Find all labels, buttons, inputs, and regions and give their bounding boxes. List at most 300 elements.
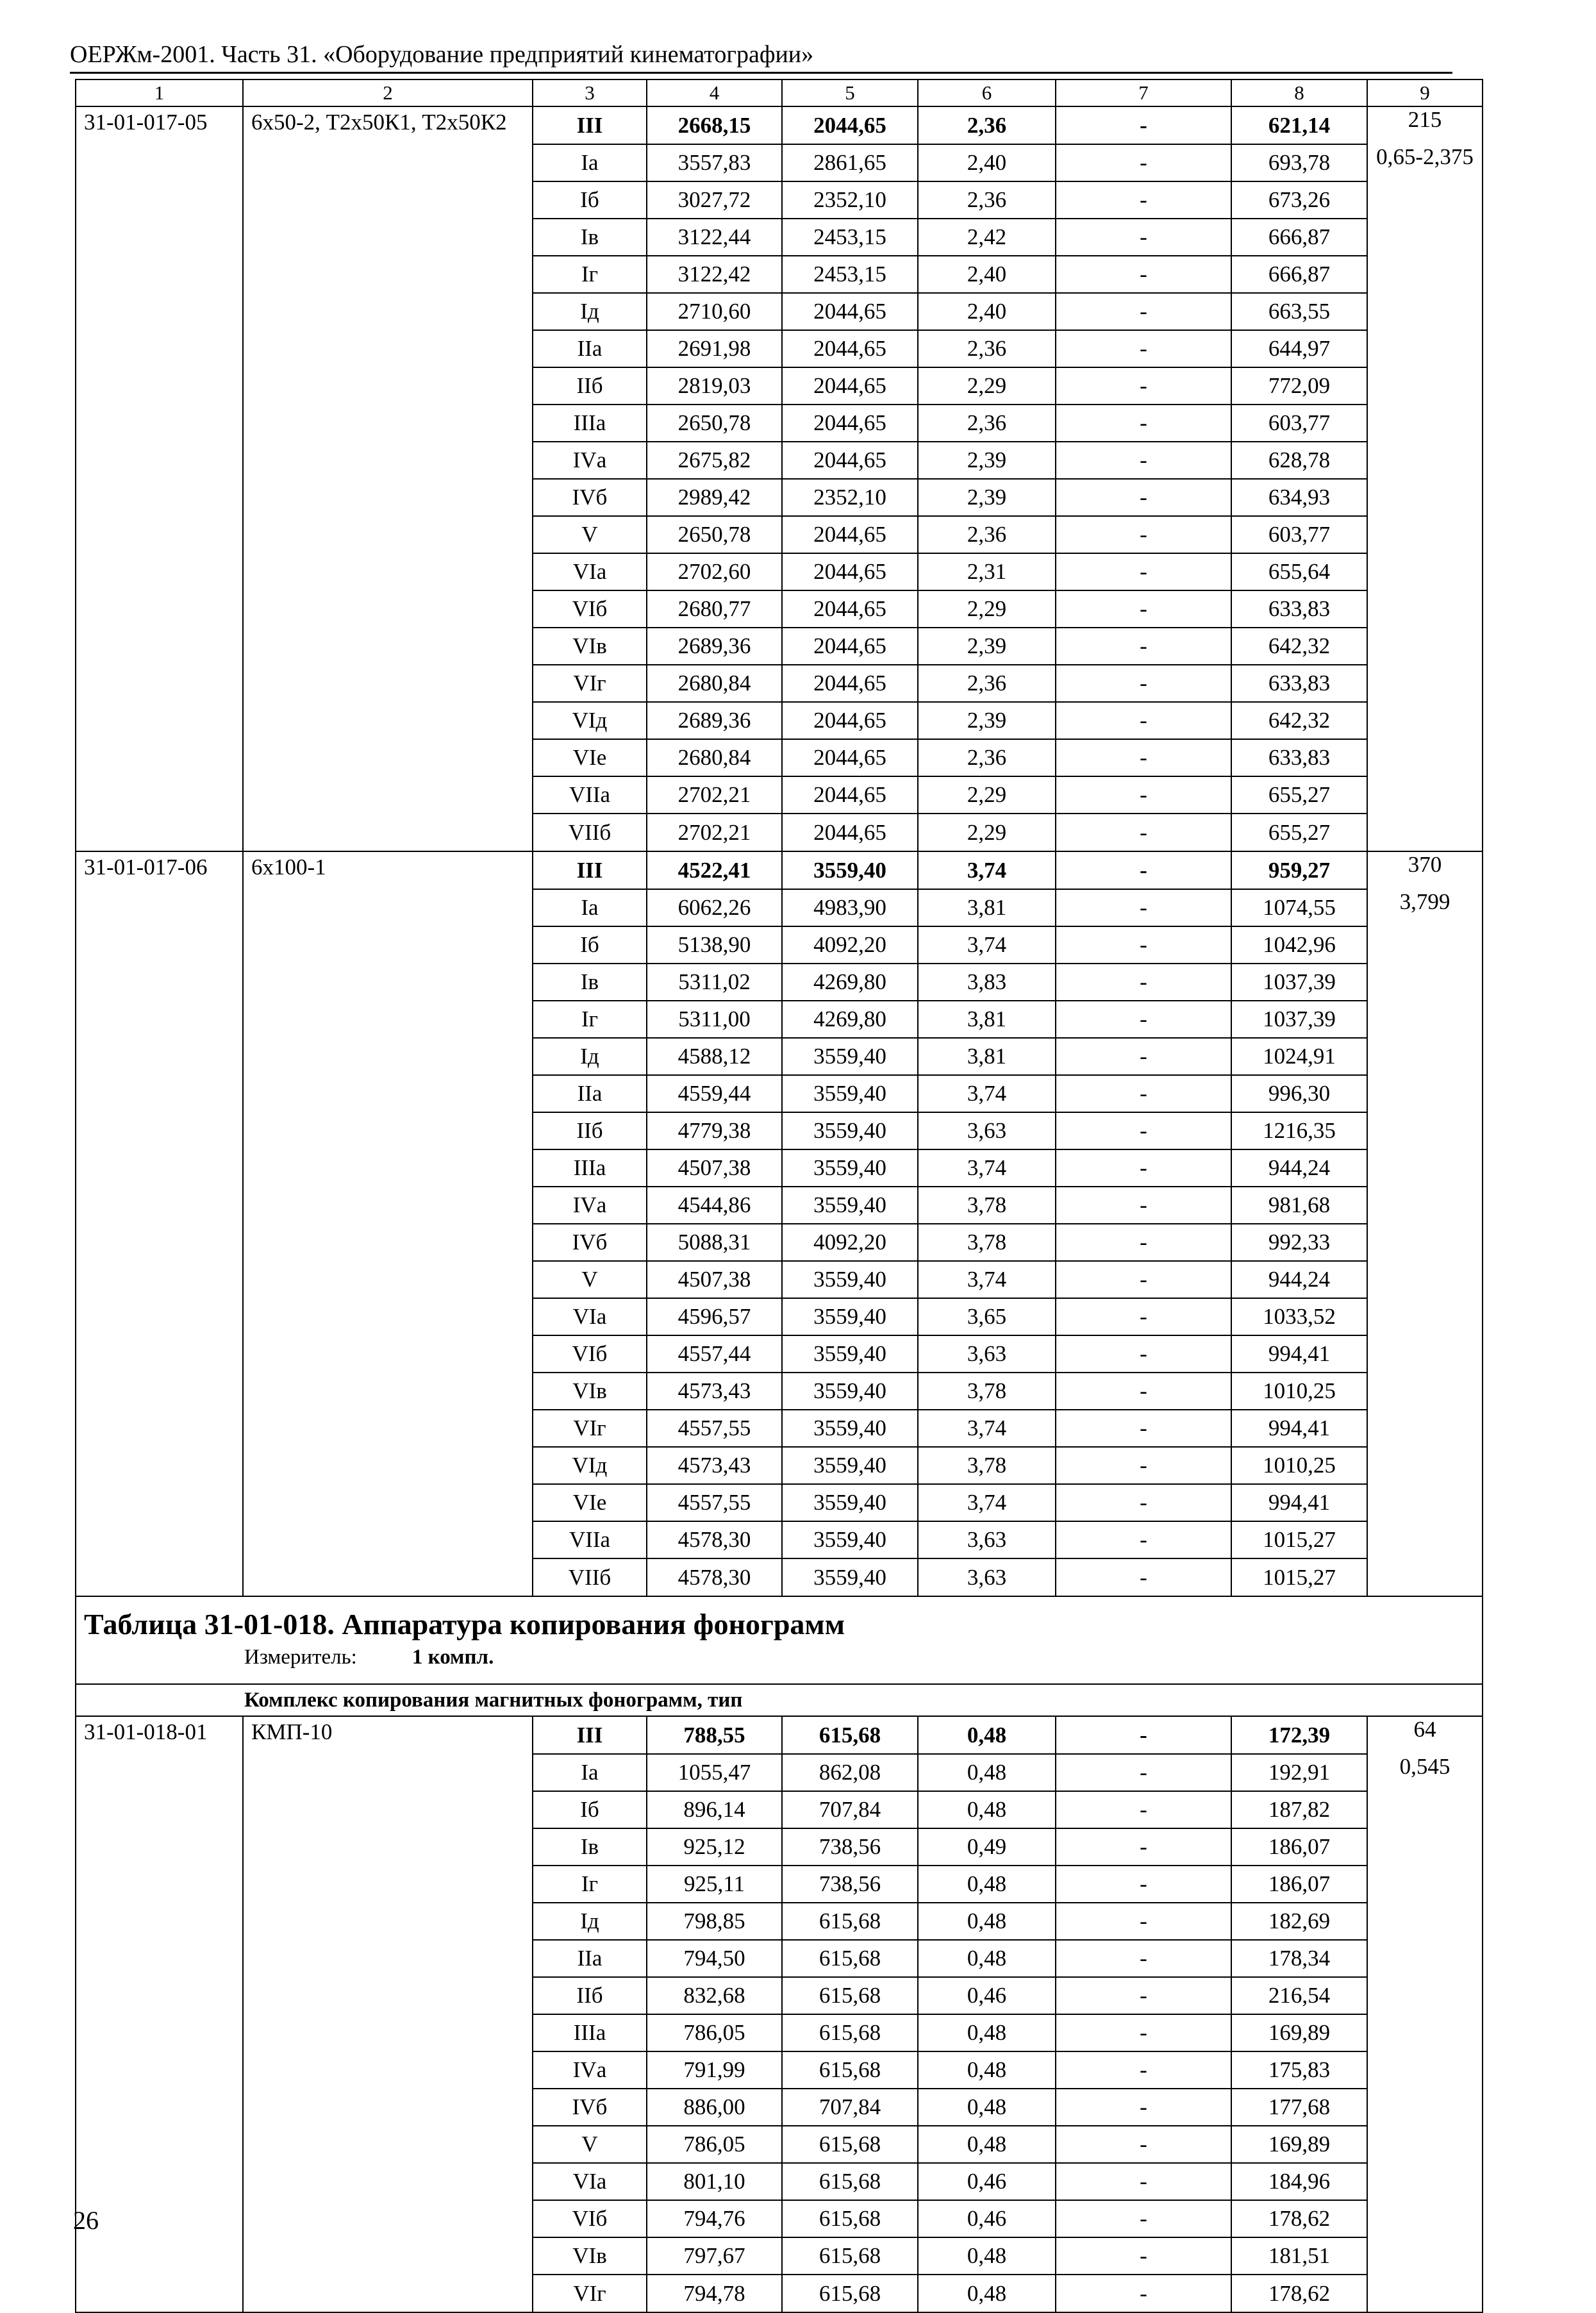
material-cost-cell: 186,07: [1231, 1866, 1367, 1903]
machine-cost-cell: 3,81: [918, 1001, 1056, 1038]
table-row: [76, 1977, 1483, 2014]
machine-cost-cell: 0,48: [918, 1791, 1056, 1828]
operator-wage-cell: -: [1056, 1716, 1231, 1754]
machine-cost-cell: 3,63: [918, 1521, 1056, 1558]
labor-cell: [1367, 1001, 1483, 1038]
zone-cell: IIб: [533, 1112, 647, 1149]
table-row: [76, 293, 1483, 330]
material-cost-cell: 1024,91: [1231, 1038, 1367, 1075]
table-row: [76, 628, 1483, 665]
wage-cell: 2044,65: [782, 814, 918, 851]
code-cell: [76, 2014, 243, 2051]
table-row: [76, 106, 1483, 144]
material-cost-cell: 634,93: [1231, 479, 1367, 516]
table-row: [76, 2275, 1483, 2312]
labor-cell: [1367, 1373, 1483, 1410]
labor-cell: [1367, 1558, 1483, 1596]
name-cell: 6х100-1: [243, 851, 533, 889]
labor-cell: [1367, 1410, 1483, 1447]
operator-wage-cell: -: [1056, 2126, 1231, 2163]
wage-cell: 615,68: [782, 2275, 918, 2312]
name-cell: [243, 293, 533, 330]
labor-cell: [1367, 181, 1483, 219]
machine-cost-cell: 3,81: [918, 889, 1056, 926]
operator-wage-cell: -: [1056, 1521, 1231, 1558]
total-cost-cell: 5311,00: [647, 1001, 782, 1038]
labor-cell: [1367, 628, 1483, 665]
zone-cell: VIе: [533, 1484, 647, 1521]
total-cost-cell: 2689,36: [647, 702, 782, 739]
code-cell: [76, 1373, 243, 1410]
operator-wage-cell: -: [1056, 1410, 1231, 1447]
total-cost-cell: 832,68: [647, 1977, 782, 2014]
zone-cell: IIIа: [533, 2014, 647, 2051]
material-cost-cell: 1010,25: [1231, 1373, 1367, 1410]
name-cell: [243, 516, 533, 553]
name-cell: [243, 739, 533, 776]
zone-cell: Iб: [533, 1791, 647, 1828]
table-row: [76, 256, 1483, 293]
labor-cell: [1367, 739, 1483, 776]
code-cell: [76, 293, 243, 330]
code-cell: [76, 1791, 243, 1828]
operator-wage-cell: -: [1056, 144, 1231, 181]
machine-cost-cell: 3,74: [918, 851, 1056, 889]
name-cell: [243, 889, 533, 926]
table-row: [76, 1716, 1483, 1754]
name-cell: [243, 702, 533, 739]
name-cell: [243, 1521, 533, 1558]
material-cost-cell: 603,77: [1231, 405, 1367, 442]
table-row: [76, 219, 1483, 256]
material-cost-cell: 169,89: [1231, 2126, 1367, 2163]
table-row: [76, 851, 1483, 889]
code-cell: [76, 1521, 243, 1558]
machine-cost-cell: 2,36: [918, 405, 1056, 442]
operator-wage-cell: -: [1056, 590, 1231, 628]
labor-cell: [1367, 1187, 1483, 1224]
operator-wage-cell: -: [1056, 2275, 1231, 2312]
table-row: [76, 2163, 1483, 2200]
name-cell: [243, 144, 533, 181]
labor-cell: [1367, 926, 1483, 964]
zone-cell: Iв: [533, 1828, 647, 1866]
wage-cell: 3559,40: [782, 1373, 918, 1410]
code-cell: [76, 665, 243, 702]
operator-wage-cell: -: [1056, 219, 1231, 256]
machine-cost-cell: 2,36: [918, 330, 1056, 367]
operator-wage-cell: -: [1056, 553, 1231, 590]
material-cost-cell: 169,89: [1231, 2014, 1367, 2051]
wage-cell: 3559,40: [782, 1075, 918, 1112]
column-number: 1: [76, 79, 243, 106]
material-cost-cell: 663,55: [1231, 293, 1367, 330]
wage-cell: 615,68: [782, 1940, 918, 1977]
operator-wage-cell: -: [1056, 814, 1231, 851]
total-cost-cell: 4557,55: [647, 1410, 782, 1447]
labor-cell: [1367, 590, 1483, 628]
machine-cost-cell: 3,63: [918, 1558, 1056, 1596]
labor-cell: [1367, 1903, 1483, 1940]
total-cost-cell: 4544,86: [647, 1187, 782, 1224]
wage-cell: 3559,40: [782, 1261, 918, 1298]
material-cost-cell: 633,83: [1231, 739, 1367, 776]
labor-cell: [1367, 1149, 1483, 1187]
operator-wage-cell: -: [1056, 1791, 1231, 1828]
machine-cost-cell: 3,83: [918, 964, 1056, 1001]
material-cost-cell: 655,27: [1231, 776, 1367, 814]
zone-cell: V: [533, 516, 647, 553]
code-cell: [76, 2163, 243, 2200]
machine-cost-cell: 3,65: [918, 1298, 1056, 1335]
wage-cell: 615,68: [782, 2126, 918, 2163]
labor-cell: [1367, 964, 1483, 1001]
code-cell: [76, 1754, 243, 1791]
material-cost-cell: 178,62: [1231, 2200, 1367, 2237]
name-cell: КМП-10: [243, 1716, 533, 1754]
material-cost-cell: 994,41: [1231, 1484, 1367, 1521]
labor-cell: [1367, 1447, 1483, 1484]
machine-cost-cell: 0,48: [918, 1716, 1056, 1754]
group-title: Комплекс копирования магнитных фонограмм, тип: [76, 1684, 1483, 1716]
name-cell: [243, 367, 533, 405]
table-row: [76, 1038, 1483, 1075]
operator-wage-cell: -: [1056, 516, 1231, 553]
code-cell: [76, 1038, 243, 1075]
labor-cell: [1367, 1112, 1483, 1149]
total-cost-cell: 5138,90: [647, 926, 782, 964]
zone-cell: IVа: [533, 1187, 647, 1224]
zone-cell: IIа: [533, 1075, 647, 1112]
material-cost-cell: 655,64: [1231, 553, 1367, 590]
code-cell: [76, 1447, 243, 1484]
wage-cell: 2044,65: [782, 702, 918, 739]
code-cell: [76, 1298, 243, 1335]
table-row: [76, 1410, 1483, 1447]
labor-cell: 215: [1367, 106, 1483, 144]
name-cell: [243, 1940, 533, 1977]
wage-cell: 4269,80: [782, 1001, 918, 1038]
machine-cost-cell: 3,81: [918, 1038, 1056, 1075]
code-cell: [76, 590, 243, 628]
labor-cell: 3,799: [1367, 889, 1483, 926]
labor-cell: [1367, 2014, 1483, 2051]
machine-cost-cell: 2,39: [918, 479, 1056, 516]
zone-cell: Iв: [533, 964, 647, 1001]
name-cell: [243, 1558, 533, 1596]
wage-cell: 615,68: [782, 2237, 918, 2275]
total-cost-cell: 4779,38: [647, 1112, 782, 1149]
machine-cost-cell: 3,74: [918, 1261, 1056, 1298]
operator-wage-cell: -: [1056, 1754, 1231, 1791]
zone-cell: VIIб: [533, 1558, 647, 1596]
zone-cell: IIб: [533, 1977, 647, 2014]
operator-wage-cell: -: [1056, 1298, 1231, 1335]
wage-cell: 738,56: [782, 1866, 918, 1903]
measure-unit: 1 компл.: [411, 1646, 494, 1669]
total-cost-cell: 5311,02: [647, 964, 782, 1001]
name-cell: [243, 1224, 533, 1261]
wage-cell: 2044,65: [782, 665, 918, 702]
machine-cost-cell: 2,36: [918, 739, 1056, 776]
total-cost-cell: 2710,60: [647, 293, 782, 330]
labor-cell: [1367, 1791, 1483, 1828]
machine-cost-cell: 2,40: [918, 256, 1056, 293]
material-cost-cell: 772,09: [1231, 367, 1367, 405]
machine-cost-cell: 3,78: [918, 1447, 1056, 1484]
wage-cell: 707,84: [782, 1791, 918, 1828]
material-cost-cell: 184,96: [1231, 2163, 1367, 2200]
total-cost-cell: 3122,44: [647, 219, 782, 256]
code-cell: [76, 739, 243, 776]
total-cost-cell: 2702,21: [647, 776, 782, 814]
material-cost-cell: 178,34: [1231, 1940, 1367, 1977]
name-cell: [243, 442, 533, 479]
labor-cell: [1367, 2163, 1483, 2200]
code-cell: [76, 1261, 243, 1298]
table-row: [76, 1828, 1483, 1866]
name-cell: [243, 964, 533, 1001]
name-cell: [243, 1335, 533, 1373]
labor-cell: 0,545: [1367, 1754, 1483, 1791]
total-cost-cell: 4596,57: [647, 1298, 782, 1335]
column-number: 4: [647, 79, 782, 106]
table-row: [76, 702, 1483, 739]
wage-cell: 2044,65: [782, 553, 918, 590]
machine-cost-cell: 2,29: [918, 814, 1056, 851]
name-cell: [243, 1038, 533, 1075]
wage-cell: 3559,40: [782, 1298, 918, 1335]
machine-cost-cell: 2,29: [918, 776, 1056, 814]
total-cost-cell: 4559,44: [647, 1075, 782, 1112]
zone-cell: VIб: [533, 590, 647, 628]
code-cell: [76, 330, 243, 367]
total-cost-cell: 896,14: [647, 1791, 782, 1828]
table-row: [76, 1791, 1483, 1828]
operator-wage-cell: -: [1056, 2089, 1231, 2126]
table-row: [76, 1866, 1483, 1903]
wage-cell: 2044,65: [782, 739, 918, 776]
wage-cell: 2044,65: [782, 293, 918, 330]
table-row: [76, 1335, 1483, 1373]
machine-cost-cell: 2,39: [918, 702, 1056, 739]
wage-cell: 738,56: [782, 1828, 918, 1866]
code-cell: [76, 516, 243, 553]
table-row: [76, 144, 1483, 181]
operator-wage-cell: -: [1056, 1261, 1231, 1298]
operator-wage-cell: -: [1056, 1187, 1231, 1224]
labor-cell: [1367, 1521, 1483, 1558]
wage-cell: 3559,40: [782, 851, 918, 889]
material-cost-cell: 959,27: [1231, 851, 1367, 889]
name-cell: [243, 219, 533, 256]
table-row: [76, 516, 1483, 553]
total-cost-cell: 2650,78: [647, 516, 782, 553]
table-row: [76, 776, 1483, 814]
total-cost-cell: 794,76: [647, 2200, 782, 2237]
material-cost-cell: 633,83: [1231, 590, 1367, 628]
total-cost-cell: 4578,30: [647, 1521, 782, 1558]
name-cell: [243, 1149, 533, 1187]
zone-cell: IIб: [533, 367, 647, 405]
total-cost-cell: 2702,60: [647, 553, 782, 590]
table-row: [76, 181, 1483, 219]
table-row: [76, 964, 1483, 1001]
wage-cell: 615,68: [782, 1716, 918, 1754]
name-cell: [243, 2237, 533, 2275]
code-cell: [76, 2126, 243, 2163]
wage-cell: 2044,65: [782, 442, 918, 479]
wage-cell: 3559,40: [782, 1558, 918, 1596]
operator-wage-cell: -: [1056, 330, 1231, 367]
material-cost-cell: 666,87: [1231, 219, 1367, 256]
machine-cost-cell: 3,78: [918, 1224, 1056, 1261]
material-cost-cell: 633,83: [1231, 665, 1367, 702]
name-cell: [243, 2014, 533, 2051]
code-cell: [76, 219, 243, 256]
table-row: [76, 2126, 1483, 2163]
operator-wage-cell: -: [1056, 1558, 1231, 1596]
column-number-row: [76, 79, 1483, 106]
name-cell: [243, 330, 533, 367]
column-number: 6: [918, 79, 1056, 106]
name-cell: [243, 1261, 533, 1298]
material-cost-cell: 666,87: [1231, 256, 1367, 293]
zone-cell: V: [533, 2126, 647, 2163]
wage-cell: 4092,20: [782, 1224, 918, 1261]
total-cost-cell: 2680,77: [647, 590, 782, 628]
measure-line: [84, 1643, 1482, 1671]
machine-cost-cell: 0,48: [918, 1866, 1056, 1903]
labor-cell: [1367, 1224, 1483, 1261]
zone-cell: Iб: [533, 926, 647, 964]
total-cost-cell: 797,67: [647, 2237, 782, 2275]
table-row: [76, 1558, 1483, 1596]
machine-cost-cell: 3,63: [918, 1335, 1056, 1373]
wage-cell: 3559,40: [782, 1038, 918, 1075]
operator-wage-cell: -: [1056, 367, 1231, 405]
material-cost-cell: 642,32: [1231, 628, 1367, 665]
machine-cost-cell: 3,74: [918, 926, 1056, 964]
wage-cell: 2352,10: [782, 479, 918, 516]
total-cost-cell: 4557,55: [647, 1484, 782, 1521]
material-cost-cell: 994,41: [1231, 1410, 1367, 1447]
table-row: [76, 1903, 1483, 1940]
zone-cell: Iб: [533, 181, 647, 219]
name-cell: [243, 1001, 533, 1038]
table-row: [76, 1187, 1483, 1224]
zone-cell: IVб: [533, 479, 647, 516]
table-row: [76, 1149, 1483, 1187]
operator-wage-cell: -: [1056, 1038, 1231, 1075]
zone-cell: VIа: [533, 2163, 647, 2200]
name-cell: [243, 1866, 533, 1903]
machine-cost-cell: 0,48: [918, 2051, 1056, 2089]
wage-cell: 3559,40: [782, 1521, 918, 1558]
operator-wage-cell: -: [1056, 776, 1231, 814]
name-cell: [243, 405, 533, 442]
material-cost-cell: 621,14: [1231, 106, 1367, 144]
code-cell: [76, 181, 243, 219]
code-cell: [76, 1903, 243, 1940]
operator-wage-cell: -: [1056, 2163, 1231, 2200]
material-cost-cell: 628,78: [1231, 442, 1367, 479]
table-row: [76, 405, 1483, 442]
machine-cost-cell: 3,74: [918, 1075, 1056, 1112]
labor-cell: [1367, 367, 1483, 405]
name-cell: [243, 553, 533, 590]
code-cell: [76, 1410, 243, 1447]
labor-cell: [1367, 702, 1483, 739]
code-cell: [76, 1187, 243, 1224]
table-row: [76, 1224, 1483, 1261]
code-cell: [76, 1866, 243, 1903]
labor-cell: [1367, 2275, 1483, 2312]
wage-cell: 615,68: [782, 1977, 918, 2014]
labor-cell: [1367, 814, 1483, 851]
name-cell: [243, 2275, 533, 2312]
machine-cost-cell: 2,42: [918, 219, 1056, 256]
material-cost-cell: 981,68: [1231, 1187, 1367, 1224]
wage-cell: 2044,65: [782, 405, 918, 442]
operator-wage-cell: -: [1056, 1977, 1231, 2014]
wage-cell: 3559,40: [782, 1410, 918, 1447]
code-cell: [76, 776, 243, 814]
code-cell: [76, 964, 243, 1001]
code-cell: [76, 1940, 243, 1977]
zone-cell: IVа: [533, 442, 647, 479]
operator-wage-cell: -: [1056, 1149, 1231, 1187]
material-cost-cell: 181,51: [1231, 2237, 1367, 2275]
labor-cell: [1367, 1335, 1483, 1373]
total-cost-cell: 4573,43: [647, 1447, 782, 1484]
material-cost-cell: 1037,39: [1231, 964, 1367, 1001]
total-cost-cell: 3122,42: [647, 256, 782, 293]
machine-cost-cell: 2,31: [918, 553, 1056, 590]
zone-cell: Iв: [533, 219, 647, 256]
name-cell: [243, 181, 533, 219]
material-cost-cell: 1015,27: [1231, 1558, 1367, 1596]
name-cell: [243, 814, 533, 851]
name-cell: [243, 1373, 533, 1410]
material-cost-cell: 996,30: [1231, 1075, 1367, 1112]
table-row: [76, 1001, 1483, 1038]
code-cell: [76, 2237, 243, 2275]
material-cost-cell: 175,83: [1231, 2051, 1367, 2089]
operator-wage-cell: -: [1056, 702, 1231, 739]
operator-wage-cell: -: [1056, 256, 1231, 293]
total-cost-cell: 2668,15: [647, 106, 782, 144]
material-cost-cell: 1033,52: [1231, 1298, 1367, 1335]
table-row: [76, 2051, 1483, 2089]
code-cell: [76, 926, 243, 964]
code-cell: [76, 479, 243, 516]
operator-wage-cell: -: [1056, 1903, 1231, 1940]
table-row: [76, 1298, 1483, 1335]
total-cost-cell: 2680,84: [647, 739, 782, 776]
zone-cell: VIа: [533, 1298, 647, 1335]
material-cost-cell: 992,33: [1231, 1224, 1367, 1261]
material-cost-cell: 644,97: [1231, 330, 1367, 367]
zone-cell: Iд: [533, 293, 647, 330]
wage-cell: 2352,10: [782, 181, 918, 219]
zone-cell: IIа: [533, 1940, 647, 1977]
name-cell: [243, 2126, 533, 2163]
name-cell: [243, 1075, 533, 1112]
column-number: 8: [1231, 79, 1367, 106]
operator-wage-cell: -: [1056, 1447, 1231, 1484]
operator-wage-cell: -: [1056, 889, 1231, 926]
